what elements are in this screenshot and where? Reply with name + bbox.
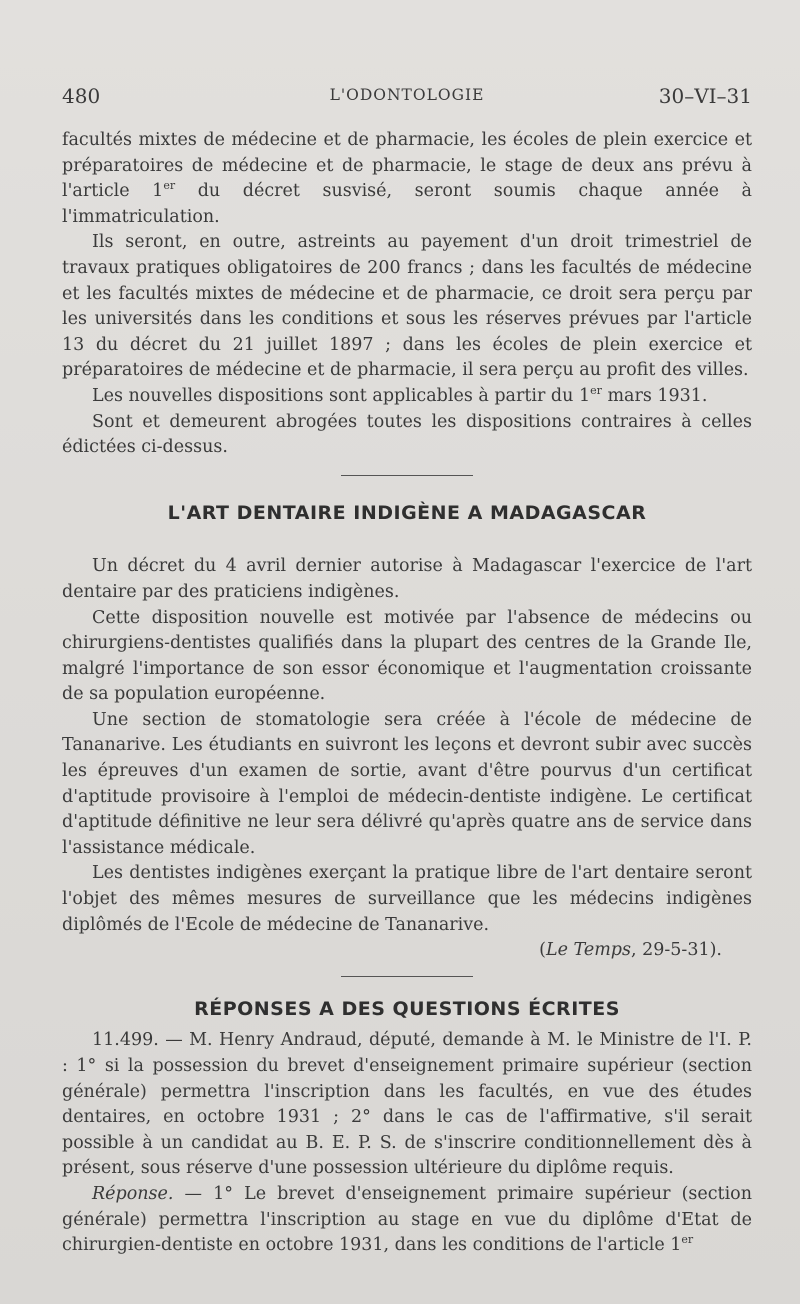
answer-text: — 1° Le brevet d'enseignement primaire supérieur (section générale) permettra l'inscription au stage en vue du diplôme d'Etat de chirurgien-dentiste en octobre 1931, dans les conditions de l'article 1er (62, 1183, 752, 1256)
paragraph: facultés mixtes de médecine et de pharmacie, les écoles de plein exercice et préparatoires de médecine et de pharmacie, le stage de deux ans prévu à l'article 1er du décret susvisé, seront soumis chaque année à l'immatriculation. (62, 130, 752, 227)
source-open: ( (539, 940, 546, 961)
source-name: Le Temps (545, 940, 631, 961)
paragraph: Sont et demeurent abrogées toutes les dispositions contraires à celles édictées ci-dessus. (62, 411, 752, 458)
page-number: 480 (62, 84, 101, 108)
section-divider (341, 475, 473, 476)
paragraph: Les dentistes indigènes exerçant la pratique libre de l'art dentaire seront l'objet des mêmes mesures de surveillance que les médecins indigènes diplômés de l'Ecole de médecine de Tananarive. (62, 863, 752, 935)
issue-date: 30–VI–31 (658, 84, 752, 108)
page-body (62, 128, 752, 1259)
question-paragraph: 11.499. — M. Henry Andraud, député, demande à M. le Ministre de l'I. P. : 1° si la possession du brevet d'enseignement primaire supérieur (section générale) permettra l'inscription dans les facultés, en vue des études dentaires, en octobre 1931 ; 2° dans le cas de l'affirmative, s'il serait possible à un candidat au B. E. P. S. de s'inscrire conditionnellement dès à présent, sous réserve d'une possession ultérieure du diplôme requis. (62, 1030, 752, 1179)
source-citation (62, 938, 752, 964)
journal-title: L'ODONTOLOGIE (329, 86, 485, 104)
section-divider (341, 976, 473, 977)
section-title: RÉPONSES A DES QUESTIONS ÉCRITES (194, 997, 620, 1020)
paragraph: Ils seront, en outre, astreints au payement d'un droit trimestriel de travaux pratiques obligatoires de 200 francs ; dans les facultés de médecine et les facultés mixtes de médecine et de pharmacie, ce droit sera perçu par les universités dans les conditions et sous les réserves prévues par l'article 13 du décret du 21 juillet 1897 ; dans les écoles de plein exercice et préparatoires de médecine et de pharmacie, il sera perçu au profit des villes. (62, 232, 752, 381)
source-date: , 29-5-31). (630, 940, 722, 961)
running-header (62, 84, 752, 114)
paragraph: Une section de stomatologie sera créée à l'école de médecine de Tananarive. Les étudiants en suivront les leçons et devront subir avec succès les épreuves d'un examen de sortie, avant d'être pourvus d'un certificat d'aptitude provisoire à l'emploi de médecin-dentiste indigène. Le certificat d'aptitude définitive ne leur sera délivré qu'après quatre ans de service dans l'assistance médicale. (62, 709, 752, 858)
paragraph: Les nouvelles dispositions sont applicables à partir du 1er mars 1931. (92, 383, 708, 406)
paragraph: Cette disposition nouvelle est motivée par l'absence de médecins ou chirurgiens-dentistes qualifiés dans la plupart des centres de la Grande Ile, malgré l'importance de son essor économique et l'augmentation croissante de sa population européenne. (62, 607, 752, 705)
paragraph: Un décret du 4 avril dernier autorise à Madagascar l'exercice de l'art dentaire par des praticiens indigènes. (62, 556, 752, 602)
section-title: L'ART DENTAIRE INDIGÈNE A MADAGASCAR (167, 501, 647, 524)
answer-label: Réponse. (92, 1183, 174, 1204)
answer-paragraph (62, 1182, 752, 1259)
